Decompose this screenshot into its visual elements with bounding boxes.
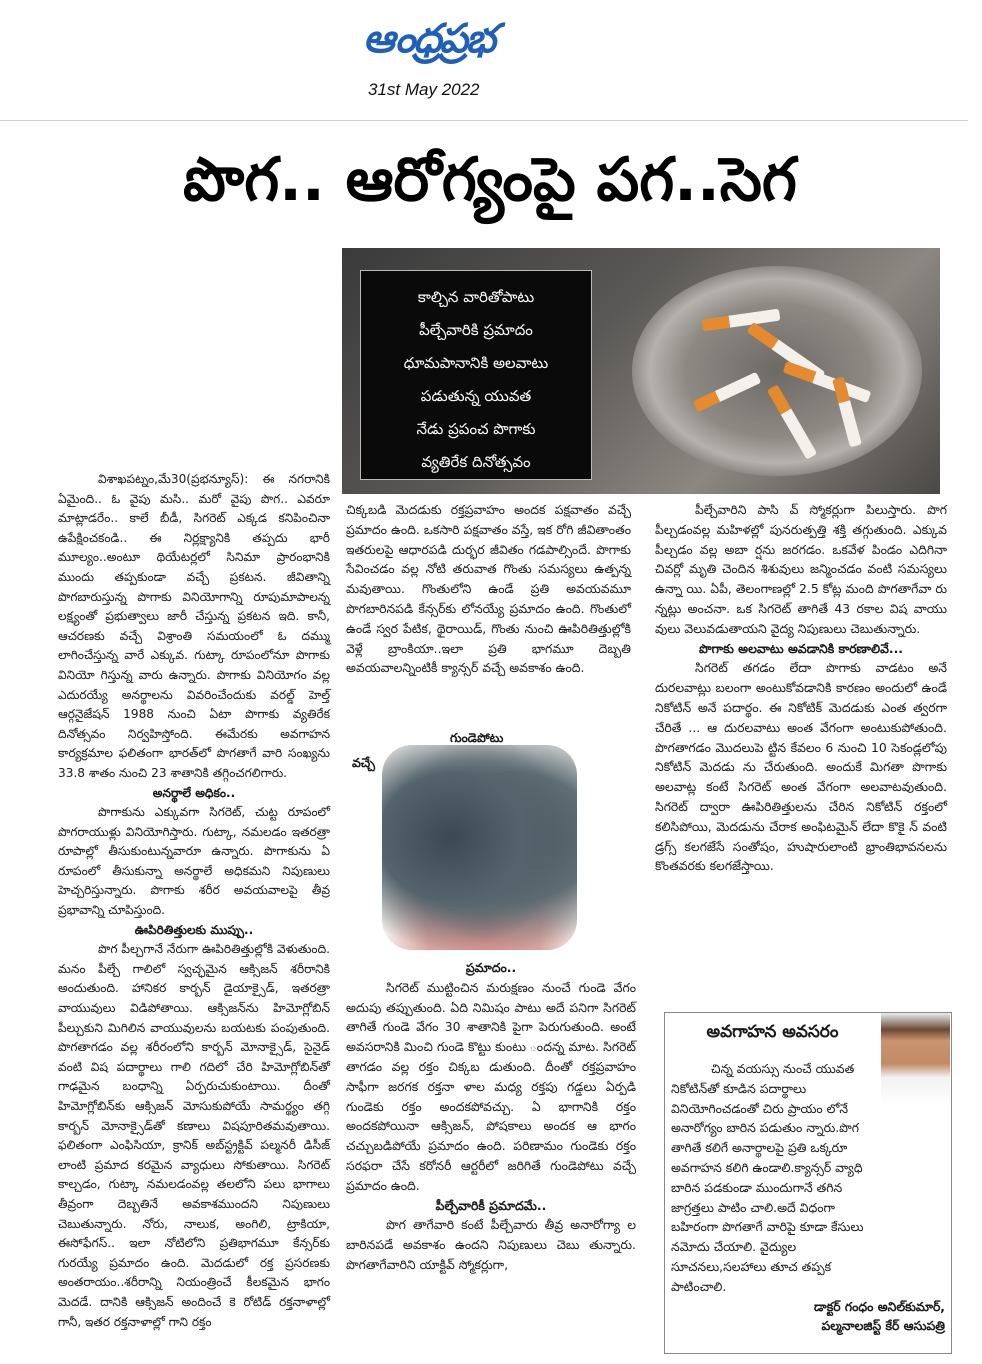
masthead-logo: ఆంధ్రప్రభ (363, 16, 494, 62)
paragraph: విశాఖపట్నం,మే30(ప్రభన్యూస్): ఈ నగరానికి ఏమైంది.. ఓ వైపు మసి.. మరో వైపు పొగ.. ఎవరూ మాట్లాడరేం.. కాలే బీడీ, సిగరెట్ ఎక్కడ కనిపించినా ఉపేక్షించకండి.. ఈ నిర్లక్ష్యానికి తప్పదు భారీ మూల్యం..అంటూ థియేటర్లలో సినిమా ప్రారంభానికి ముందు తప్పకుండా వచ్చే ప్రకటన. జీవితాన్ని పొగబారుస్తున్న పొగాకు వినియోగాన్ని రూపుమాపాలన్న లక్ష్యంతో ప్రభుత్వాలు జారీ చేస్తున్న ప్రకటన ఇది. కానీ, ఆచరణకు వచ్చే విశ్రాంతి సమయంలో ఓ దమ్ము లాగించేస్తున్న వారే ఎక్కువ. గుట్కా రూపంలోనూ పొగాకు వినియో గిస్తున్న వారు ఉన్నారు. పొగాకు వినియోగం వల్ల ఎదురయ్యే అనర్థాలను వివరించేందుకు వరల్డ్ హెల్త్ ఆర్గనైజేషన్ 1988 నుంచి ఏటా పొగాకు వ్యతిరేక దినోత్సవం నిర్వహిస్తోంది. ఈమేరకు అవగాహన కార్యక్రమాల ఫలితంగా భారత్‌లో పొగతాగే వారి సంఖ్యను 33.8 శాతం నుంచి 23 శాతానికి తగ్గించగలిగారు. (58, 472, 330, 780)
box-title: అవగాహన అవసరం (706, 1022, 839, 1042)
subheading: పొగాకు అలవాటు అవడానికి కారణాలివే... (698, 640, 904, 656)
ashtray-image (632, 266, 922, 476)
smoke-box-line: పడుతున్న యువత (420, 387, 532, 405)
lungs-caption-2: వచ్చే (352, 755, 376, 770)
smoke-box-line: పీల్చేవారికి ప్రమాదం (419, 321, 533, 339)
box-signature-2: పల్మనాలజిస్ట్ కేర్ ఆసుపత్రి (821, 1318, 945, 1334)
publication-date: 31st May 2022 (368, 80, 480, 99)
box-text (671, 1059, 945, 1336)
smoke-box-line: నేడు ప్రపంచ పొగాకు (416, 420, 536, 438)
middle-top-text: చిక్కబడి మెదడుకు రక్తప్రవాహం అందక పక్షవాతం వచ్చే ప్రమాదం ఉంది. ఒకసారి పక్షవాతం వస్తే, ఇక రోగి జీవితాంతం ఇతరులపై ఆధారపడి దుర్భర జీవితం గడపాల్సిందే. పొగాకు సేవించడం వల్ల నోటి తరువాత గొంతు సమస్యలు ఉత్పన్న మవుతాయి. గొంతులోని ఉండే ప్రతి అవయవమూ పొగబారినపడి కేన్సర్‌కు లోనయ్యే ప్రమాదం ఉంది. గొంతులో ఉండే స్వర పేటిక, థైరాయిడ్, గొంతు నుంచి ఊపిరితిత్తుల్లోకి వెళ్లే బ్రాంకియా..ఇలా ప్రతి భాగమూ దెబ్బతి అవయవాలన్నింటికీ క్యాన్సర్ వచ్చే అవకాశం ఉంది. (346, 502, 631, 676)
box-body: చిన్న వయస్సు నుంచే యువత నికోటిన్‌తో కూడిన పదార్థాలు వినియోగించడంతో చిరు ప్రాయం లోనే అనారోగ్యం బారిన పడుతుం న్నారు.పొగ తాగితే కలిగే అనార్థాలపై ప్రతి ఒక్కరూ అవగాహన కలిగి ఉండాలి.క్యాన్సర్ వ్యాధి బారిన పడకుండా ముందుగానే తగిన జాగ్రత్తలు పాటిం చాలి.అదే విధంగా బహిరంగా పొగతాగే వారిపై కూడా కేసులు నమోదు చేయాలి. వైద్యుల సూచనలు,సలహాలు తూచ తప్పక పాటించాలి. (671, 1061, 864, 1294)
paragraph: పొగాకును ఎక్కువగా సిగరెట్, చుట్ట రూపంలో పొగరాయుళ్లు వినియోగిస్తారు. గుట్కా, నమలడం ఇతరత్రా రూపాల్లో తీసుకుంటున్నవారూ ఉన్నారు. పొగాకును ఏ రూపంలో తీసుకున్నా అనర్థాలే అధికమని నిపుణులు హెచ్చరిస్తున్నారు. పొగాకు శరీర అవయవాలపై తీవ్ర ప్రభావాన్ని చూపిస్తుంది. (58, 805, 330, 918)
header-rule (0, 120, 968, 121)
lungs-caption-1: గుండెపోటు (450, 730, 504, 745)
awareness-box (664, 1012, 952, 1354)
left-column (58, 470, 330, 1332)
paragraph: పొగ తాగేవారి కంటే పీల్చేవారు తీవ్ర అనారోగ్యా ల బారినపడే అవకాశం ఉందని నిపుణులు చెబు తున్నారు. పొగతాగేవారిని యాక్టివ్ స్మోకర్లుగా, (346, 1217, 636, 1272)
smoke-box-line: కాల్చిన వారితోపాటు (417, 288, 535, 306)
article-headline: పొగ.. ఆరోగ్యంపై పగ..సెగ (183, 145, 797, 215)
box-signature-1: డాక్టర్ గంధం అనిల్‌కుమార్, (814, 1298, 945, 1314)
middle-column-bottom (346, 958, 636, 1275)
paragraph: పొగ పీల్చగానే నేరుగా ఊపిరితిత్తుల్లోకి వెళుతుంది. మనం పీల్చే గాలిలో స్వచ్ఛమైన ఆక్సిజన్ శరీరానికి అందుతుంది. హానికర కార్బన్ డైయాక్సైడ్, ఇతరత్రా వాయువులు విడిపోతాయి. ఆక్సిజన్‌ను హిమోగ్లోబిన్ పీల్చుకుని మిగిలిన వాయువులను బయటకు పంపుతుంది. పొగతాగడం వల్ల శరీరంలోని కార్బన్ మోనాక్సైడ్, సైనైడ్ వంటి విష పదార్థాలు గాలి గదిలో చేరి హిమోగ్లోబిన్‌తో గాఢమైన బంధాన్ని ఏర్పరుచుకుంటాయి. దీంతో హిమోగ్లోబిన్‌కు ఆక్సిజన్ మోసుకుపోయే సామర్థ్యం తగ్గి కార్బన్ మోనాక్సైడ్‌తో కణాలు విషపూరితమవుతాయి. ఫలితంగా ఎంఫిసియా, క్రానిక్ అబ్‌స్ట్రక్టివ్ పల్మనరీ డిసీజ్ లాంటి ప్రమాద కరమైన వ్యాధులు సోకుతాయి. సిగరెట్ కాల్చడం, గుట్కా నమలడంవల్ల తలలోని పలు భాగాలు తీవ్రంగా దెబ్బతినే అవకాశముందని నిపుణులు చెబుతున్నారు. నోరు, నాలుక, అంగిలి, ట్రాకియా, ఈసోఫేగస్.. ఇలా నోటిలోని ప్రతిభాగమూ కేన్సర్‌కు గురయ్యే ప్రమాదం ఉంది. మెదడులో రక్త ప్రసరణకు అంతరాయం..శరీరాన్ని నియంత్రించే కీలకమైన భాగం మెదడే. దానికి ఆక్సిజన్ అందించే కె రోటిడ్ రక్తనాళాల్లో గానీ, ఇతర రక్తనాళాల్లో గాని రక్తం (58, 942, 330, 1329)
paragraph: పీల్చేవారిని పాసి వ్ స్మోకర్లుగా పిలుస్తారు. పొగ పీల్చడంవల్ల మహిళల్లో పునరుత్పత్తి శక్తి తగ్గుతుంది. ఎక్కువ పీల్చడం వల్ల అబా ర్షను జరగడం. ఒకవేళ పిండం ఎదిగినా చివర్లో మృతి చెందిన శిశువులు జన్మించడం వంటి సమస్యలు ఉన్నా యి. ఏపీ, తెలంగాణల్లో 2.5 కోట్ల మంది పొగతాగేవా రు న్నట్లు అంచనా. ఒక సిగరెట్ తాగితే 43 రకాల విష వాయు వులు వెలువడుతాయని వైద్య నిపుణులు చెబుతున్నారు. (655, 502, 947, 636)
right-column (655, 500, 947, 876)
smoke-box-line: వ్యతిరేక దినోత్సవం (421, 453, 531, 471)
paragraph: సిగరెట్ ముట్టించిన మరుక్షణం నుంచే గుండె వేగం అదుపు తప్పుతుంది. ఏది నిమిషం పాటు అదే పనిగా సిగరెట్ తాగితే గుండె వేగం 30 శాతానికి పైగా పెరుగుతుంది. అంటే అవసరానికి మించి గుండె కొట్టు కుంటు ందన్న మాట. సిగరెట్ తాగడం వల్ల రక్తం చిక్కబ డుతుంది. దీంతో రక్తప్రవాహం సాఫీగా జరగక రక్తనా ళాల మధ్య రక్తపు గడ్డలు ఏర్పడి గుండెకు రక్తం అందకపోవచ్చు. ఏ భాగానికి రక్తం అందకపోయినా ఆక్సిజన్, పోషకాలు అందక ఆ భాగం చచ్చుబడిపోయే ప్రమాదం ఉంది. పరిణామం గుండెకు రక్తం సరఫరా చేసే కరోనరీ ఆర్టరీలో జరిగితే గుండెపోటు వచ్చే ప్రమాదం ఉంది. (346, 979, 636, 1193)
smoke-text-box (360, 270, 592, 480)
paragraph: సిగరెట్ తగడం లేదా పొగాకు వాడటం అనే దురలవాట్లు బలంగా అంటుకోవడానికి కారణం అందులో ఉండే నికోటిన్ అనే పదార్థం. ఈ నికోటిక్ మెదడుకు ఎంత త్వరగా చేరితే ... ఆ దురలవాటు అంత వేగంగా అంటుకుపోతుంది. పొగతాగడం మొదలుపె ట్టిన కేవలం 6 నుంచి 10 సెకండ్లలోపు నికోటిన్ మెదడు ను చేరుతుంది. అందుకే మిగతా పొగాకు అలవాట్ల కంటే సిగరెట్ అంత వేగంగా అలవాటవుతుంది. సిగరెట్ ద్వారా ఊపిరితిత్తులను చేరిన నికోటిన్ రక్తంలో కలిసిపోయి, మెదడును చేరాక అంఫిటమైన్ లేదా కొకై న్ వంటి డ్రగ్స్ కలగజేసే సంతోషం, హుషారులాంటి భ్రాంతిభావనలను కొంతవరకు కలగజేస్తాయి. (655, 660, 947, 874)
subheading: ప్రమాదం.. (465, 960, 517, 975)
middle-column-top (346, 500, 631, 678)
subheading: ఊపిరితిత్తులకు ముప్పు.. (134, 922, 254, 937)
subheading: అనర్థాలే అధికం.. (152, 785, 236, 800)
lungs-photo (382, 745, 577, 950)
ashtray-photo (342, 248, 940, 494)
smoke-box-line: ధూమపానానికి అలవాటు (403, 354, 549, 372)
subheading: పీల్చేవారికీ ప్రమాదమే.. (435, 1197, 547, 1213)
